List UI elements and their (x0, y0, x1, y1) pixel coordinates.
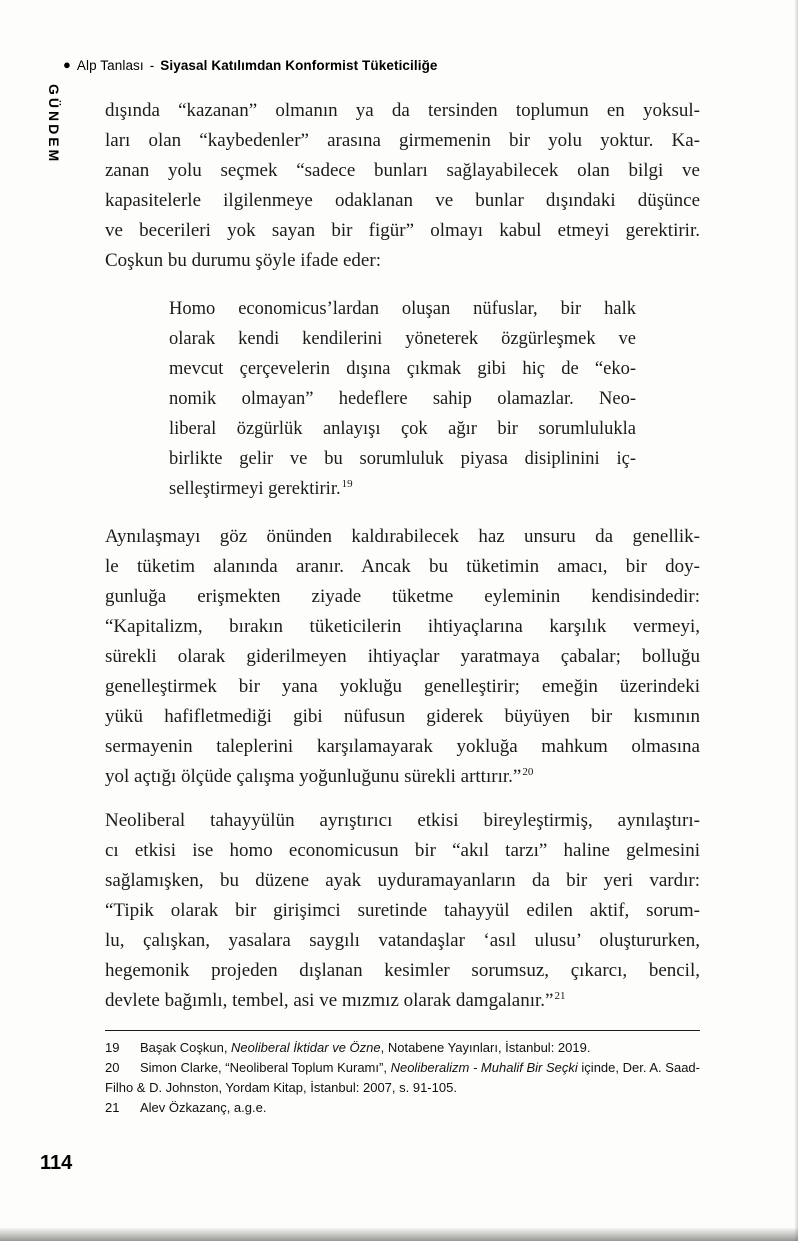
text-line: yükü hafifletmediği gibi nüfusun giderek büyüyen bir kısmının (105, 706, 700, 727)
footnote (105, 1098, 700, 1118)
bullet-icon: ● (63, 57, 71, 72)
text-line: olarak kendi kendilerini yöneterek özgürleşmek ve (169, 329, 636, 349)
footnote (105, 1058, 700, 1098)
footnote-number: 21 (105, 1100, 120, 1115)
text-line: sermayenin taleplerini karşılamayarak yokluğa mahkum olmasına (105, 736, 700, 757)
block-quote (169, 294, 636, 504)
footnote-text: , Notabene Yayınları, İstanbul: 2019. (380, 1040, 591, 1055)
text-line: Neoliberal tahayyülün ayrıştırıcı etkisi bireyleştirmiş, aynılaştırı- (105, 810, 700, 831)
header-book-title: Siyasal Katılımdan Konformist Tüketiciliğe (160, 58, 438, 73)
section-margin-label: GÜNDEM (46, 84, 62, 165)
text-line: mevcut çerçevelerin dışına çıkmak gibi hiç de “eko- (169, 359, 636, 379)
footnote-reference: 20 (522, 765, 534, 778)
text-line: Aynılaşmayı göz önünden kaldırabilecek haz unsuru da genellik- (105, 526, 700, 547)
page-body (105, 96, 700, 1118)
footnotes (105, 1030, 700, 1118)
paragraph (105, 522, 700, 792)
header-author: Alp Tanlası (76, 58, 144, 73)
footnote-text: Alev Özkazanç, a.g.e. (140, 1100, 267, 1115)
text-line: zanan yolu seçmek “sadece bunları sağlayabilecek olan bilgi ve (105, 160, 700, 181)
text-line: devlete bağımlı, tembel, asi ve mızmız olarak damgalanır.”$^{21}$ (105, 989, 566, 1011)
text-line: le tüketim alanında aranır. Ancak bu tüketimin amacı, bir doy- (105, 556, 700, 577)
footnote-text-italic: Neoliberal İktidar ve Özne (231, 1040, 381, 1055)
body-paragraphs (105, 96, 700, 1016)
text-line: ları olan “kaybedenler” arasına girmemenin bir yolu yoktur. Ka- (105, 130, 700, 151)
text-line: dışında “kazanan” olmanın ya da tersinden toplumun en yoksul- (105, 100, 700, 121)
paragraph (105, 806, 700, 1016)
text-line: sürekli olarak giderilmeyen ihtiyaçlar yaratmaya çabalar; bolluğu (105, 646, 700, 667)
text-line: Homo economicus’lardan oluşan nüfuslar, bir halk (169, 299, 636, 319)
page-number: 114 (40, 1152, 73, 1174)
footnote-reference: 19 (341, 477, 353, 490)
text-line: yol açtığı ölçüde çalışma yoğunluğunu sürekli arttırır.”$^{20}$ (105, 765, 534, 787)
footnote-number: 20 (105, 1060, 120, 1075)
text-line: nomik olmayan” hedeflere sahip olamazlar. Neo- (169, 389, 636, 409)
footnote-reference: 21 (554, 989, 566, 1002)
page-edge-right-decoration (794, 0, 798, 1241)
text-line: kapasitelerle ilgilenmeye odaklanan ve bunlar dışındaki düşünce (105, 190, 700, 211)
text-line: liberal özgürlük anlayışı çok ağır bir sorumlulukla (169, 419, 636, 439)
text-line: selleştirmeyi gerektirir.$^{19}$ (169, 477, 353, 499)
text-line: Coşkun bu durumu şöyle ifade eder: (105, 250, 381, 271)
footnote-text: içinde, Der. A. Saad-Filho & D. Johnston, Yordam Kitap, İstanbul: 2007, s. 91-105. (105, 1060, 700, 1095)
footnote-text: Simon Clarke, “Neoliberal Toplum Kuramı”, (140, 1060, 391, 1075)
text-line: ve becerileri yok sayan bir figür” olmayı kabul etmeyi gerektirir. (105, 220, 700, 241)
text-line: cı etkisi ise homo economicusun bir “akıl tarzı” haline gelmesini (105, 840, 700, 861)
footnote-text: Başak Coşkun, (140, 1040, 232, 1055)
header-separator: - (149, 58, 155, 73)
paragraph (105, 96, 700, 276)
footnote-number: 19 (105, 1040, 120, 1055)
text-line: birlikte gelir ve bu sorumluluk piyasa disiplinini iç- (169, 449, 636, 469)
text-line: lu, çalışkan, yasalara saygılı vatandaşlar ‘asıl ulusu’ oluştururken, (105, 930, 700, 951)
running-header (63, 58, 438, 73)
text-line: “Tipik olarak bir girişimci suretinde tahayyül edilen aktif, sorum- (105, 900, 700, 921)
footnote-text-italic: Neoliberalizm - Muhalif Bir Seçki (390, 1060, 578, 1075)
text-line: genelleştirmek bir yana yokluğu genelleştirir; emeğin üzerindeki (105, 676, 700, 697)
text-line: “Kapitalizm, bırakın tüketicilerin ihtiyaçlarına karşılık vermeyi, (105, 616, 700, 637)
text-line: hegemonik projeden dışlanan kesimler sorumsuz, çıkarcı, bencil, (105, 960, 700, 981)
page-edge-bottom-decoration (0, 1228, 798, 1241)
footnote (105, 1038, 700, 1058)
text-line: sağlamışken, bu düzene ayak uyduramayanların da bir yeri vardır: (105, 870, 700, 891)
text-line: gunluğa erişmekten ziyade tüketme eyleminin kendisindedir: (105, 586, 700, 607)
